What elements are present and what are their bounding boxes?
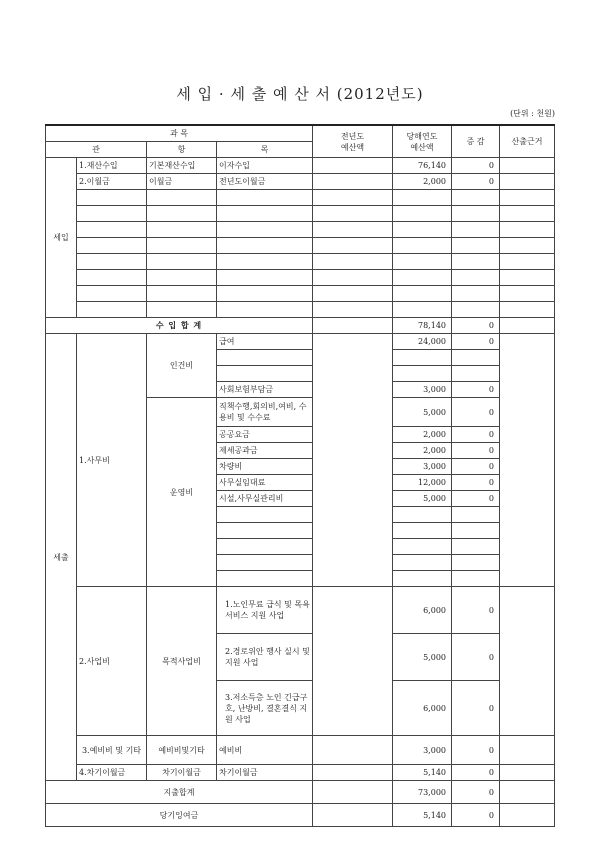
expense-diff: 0 xyxy=(452,681,500,736)
header-row-1 xyxy=(46,125,555,142)
expense-mok: 3.저소득층 노인 긴급구호, 난방비, 결혼결식 지원 사업 xyxy=(217,681,313,736)
income-empty-row xyxy=(46,302,555,318)
income-row xyxy=(46,158,555,174)
income-gwan: 1.재산수입 xyxy=(77,158,147,174)
expense-cur: 5,000 xyxy=(393,634,452,681)
expense-diff: 0 xyxy=(452,334,500,350)
header-hang: 항 xyxy=(147,142,217,158)
expense-diff: 0 xyxy=(452,427,500,443)
header-basis: 산출근거 xyxy=(500,125,555,158)
expense-mok: 2.경로위안 행사 실시 및 지원 사업 xyxy=(217,634,313,681)
income-total-cur: 78,140 xyxy=(393,318,452,334)
expense-total-diff: 0 xyxy=(452,781,500,804)
expense-mok: 공공요금 xyxy=(217,427,313,443)
expense-mok: 1.노인무료 급식 및 목욕 서비스 지원 사업 xyxy=(217,587,313,634)
surplus-diff: 0 xyxy=(452,804,500,827)
income-empty-row xyxy=(46,222,555,238)
expense-hang-operating: 운영비 xyxy=(147,398,217,587)
expense-mok: 급여 xyxy=(217,334,313,350)
income-empty-row xyxy=(46,238,555,254)
income-diff: 0 xyxy=(452,158,500,174)
expense-cur: 12,000 xyxy=(393,475,452,491)
header-gwamok: 과 목 xyxy=(46,125,313,142)
income-empty-row xyxy=(46,190,555,206)
expense-hang-carryover: 차기이월금 xyxy=(147,765,217,781)
income-row xyxy=(46,174,555,190)
expense-total-label: 지출합계 xyxy=(46,781,313,804)
income-mok: 전년도이월금 xyxy=(217,174,313,190)
expense-cur: 2,000 xyxy=(393,443,452,459)
expense-diff: 0 xyxy=(452,587,500,634)
surplus-label: 당기잉여금 xyxy=(46,804,313,827)
expense-diff: 0 xyxy=(452,491,500,507)
expense-cur: 24,000 xyxy=(393,334,452,350)
expense-total-row xyxy=(46,781,555,804)
expense-hang-reserve: 예비비및기타 xyxy=(147,736,217,765)
expense-diff: 0 xyxy=(452,634,500,681)
expense-gwan-4: 4.차기이월금 xyxy=(77,765,147,781)
expense-mok: 차기이월금 xyxy=(217,765,313,781)
expense-mok: 차량비 xyxy=(217,459,313,475)
expense-diff: 0 xyxy=(452,398,500,427)
expense-mok: 예비비 xyxy=(217,736,313,765)
header-prev-budget: 전년도 예산액 xyxy=(313,125,393,158)
income-mok: 이자수입 xyxy=(217,158,313,174)
income-empty-row xyxy=(46,206,555,222)
income-hang: 이월금 xyxy=(147,174,217,190)
expense-row xyxy=(46,765,555,781)
expense-cur: 5,000 xyxy=(393,398,452,427)
header-gwan: 관 xyxy=(46,142,147,158)
expense-diff: 0 xyxy=(452,475,500,491)
expense-diff: 0 xyxy=(452,443,500,459)
expense-cur: 3,000 xyxy=(393,382,452,398)
expense-mok: 사무실임대료 xyxy=(217,475,313,491)
expense-cur: 5,000 xyxy=(393,491,452,507)
income-cur: 76,140 xyxy=(393,158,452,174)
income-hang: 기본재산수입 xyxy=(147,158,217,174)
expense-row xyxy=(46,334,555,350)
header-mok: 목 xyxy=(217,142,313,158)
expense-diff: 0 xyxy=(452,736,500,765)
expense-cur: 6,000 xyxy=(393,681,452,736)
income-diff: 0 xyxy=(452,174,500,190)
income-empty-row xyxy=(46,286,555,302)
income-empty-row xyxy=(46,270,555,286)
header-diff: 증 감 xyxy=(452,125,500,158)
expense-mok: 시설,사무실관리비 xyxy=(217,491,313,507)
expense-cur: 3,000 xyxy=(393,736,452,765)
income-empty-row xyxy=(46,254,555,270)
surplus-row xyxy=(46,804,555,827)
expense-label: 세출 xyxy=(46,334,77,781)
expense-diff: 0 xyxy=(452,765,500,781)
surplus-cur: 5,140 xyxy=(393,804,452,827)
document-title: 세 입 · 세 출 예 산 서 (2012년도) xyxy=(176,85,424,103)
income-label: 세입 xyxy=(46,158,77,318)
expense-cur: 5,140 xyxy=(393,765,452,781)
expense-cur: 2,000 xyxy=(393,427,452,443)
expense-cur: 3,000 xyxy=(393,459,452,475)
budget-table xyxy=(45,124,555,827)
header-current-budget: 당해연도 예산액 xyxy=(393,125,452,158)
expense-row xyxy=(46,736,555,765)
expense-mok: 직책수행,회의비,여비, 수용비 및 수수료 xyxy=(217,398,313,427)
expense-gwan-2: 2.사업비 xyxy=(77,587,147,736)
income-gwan: 2.이월금 xyxy=(77,174,147,190)
expense-diff: 0 xyxy=(452,382,500,398)
income-cur: 2,000 xyxy=(393,174,452,190)
income-total-label: 수 입 합 계 xyxy=(46,318,313,334)
expense-mok: 사회보험부담금 xyxy=(217,382,313,398)
unit-label: (단위 : 천원) xyxy=(510,109,555,118)
expense-cur: 6,000 xyxy=(393,587,452,634)
expense-diff: 0 xyxy=(452,459,500,475)
expense-mok: 제세공과금 xyxy=(217,443,313,459)
income-total-diff: 0 xyxy=(452,318,500,334)
expense-gwan-3: 3.예비비 및 기타 xyxy=(77,736,147,765)
income-total-row xyxy=(46,318,555,334)
expense-gwan-1: 1.사무비 xyxy=(77,334,147,587)
expense-hang-personnel: 인건비 xyxy=(147,334,217,398)
expense-total-cur: 73,000 xyxy=(393,781,452,804)
expense-hang-purpose: 목적사업비 xyxy=(147,587,217,736)
